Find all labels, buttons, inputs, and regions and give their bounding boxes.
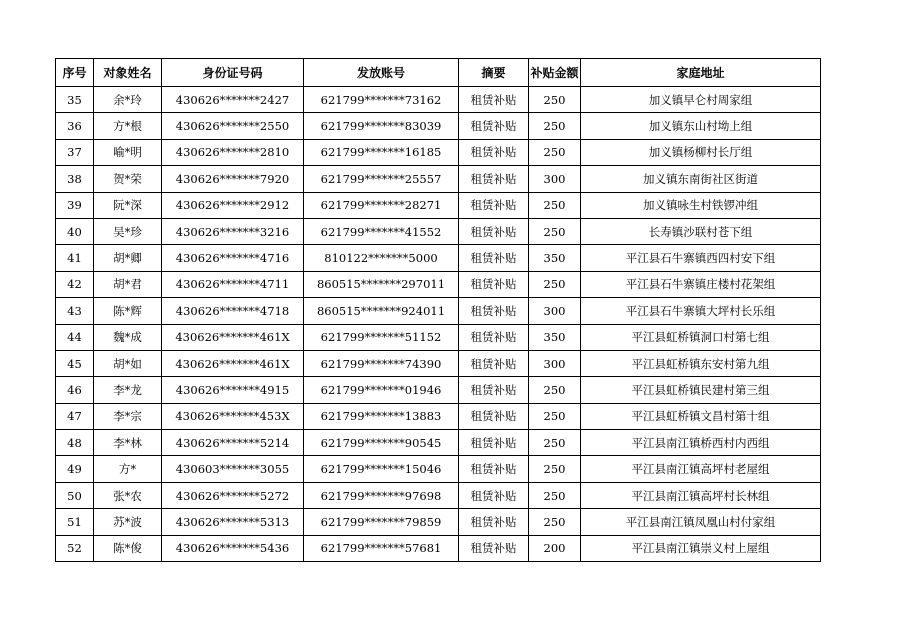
cell-index: 37 <box>56 139 94 165</box>
cell-id-number: 430626*******3216 <box>162 218 304 244</box>
header-address: 家庭地址 <box>581 59 821 87</box>
cell-summary: 租赁补贴 <box>459 245 529 271</box>
cell-account: 621799*******57681 <box>304 535 459 561</box>
cell-index: 43 <box>56 298 94 324</box>
cell-amount: 250 <box>529 139 581 165</box>
cell-name: 喻*明 <box>94 139 162 165</box>
cell-account: 621799*******13883 <box>304 403 459 429</box>
cell-id-number: 430626*******2810 <box>162 139 304 165</box>
cell-name: 陈*辉 <box>94 298 162 324</box>
cell-id-number: 430626*******5272 <box>162 482 304 508</box>
cell-amount: 350 <box>529 324 581 350</box>
cell-name: 李*林 <box>94 430 162 456</box>
cell-summary: 租赁补贴 <box>459 509 529 535</box>
header-amount: 补贴金额 <box>529 59 581 87</box>
cell-summary: 租赁补贴 <box>459 377 529 403</box>
cell-address: 平江县南江镇高坪村长林组 <box>581 482 821 508</box>
cell-index: 40 <box>56 218 94 244</box>
table-row <box>56 298 821 324</box>
cell-index: 45 <box>56 350 94 376</box>
table-row <box>56 113 821 139</box>
cell-amount: 300 <box>529 298 581 324</box>
cell-index: 41 <box>56 245 94 271</box>
cell-id-number: 430626*******5214 <box>162 430 304 456</box>
cell-name: 方*根 <box>94 113 162 139</box>
cell-amount: 250 <box>529 218 581 244</box>
table-row <box>56 192 821 218</box>
cell-name: 胡*卿 <box>94 245 162 271</box>
cell-summary: 租赁补贴 <box>459 218 529 244</box>
cell-name: 胡*君 <box>94 271 162 297</box>
cell-account: 621799*******15046 <box>304 456 459 482</box>
cell-id-number: 430626*******4718 <box>162 298 304 324</box>
cell-index: 46 <box>56 377 94 403</box>
cell-summary: 租赁补贴 <box>459 87 529 113</box>
cell-name: 魏*成 <box>94 324 162 350</box>
cell-amount: 250 <box>529 377 581 403</box>
cell-summary: 租赁补贴 <box>459 271 529 297</box>
cell-summary: 租赁补贴 <box>459 324 529 350</box>
cell-id-number: 430603*******3055 <box>162 456 304 482</box>
table-row <box>56 430 821 456</box>
cell-address: 平江县南江镇高坪村老屋组 <box>581 456 821 482</box>
cell-account: 621799*******41552 <box>304 218 459 244</box>
table-row <box>56 482 821 508</box>
cell-id-number: 430626*******2550 <box>162 113 304 139</box>
table-row <box>56 139 821 165</box>
cell-index: 35 <box>56 87 94 113</box>
table-row <box>56 166 821 192</box>
cell-account: 621799*******28271 <box>304 192 459 218</box>
cell-summary: 租赁补贴 <box>459 482 529 508</box>
cell-id-number: 430626*******461X <box>162 324 304 350</box>
cell-summary: 租赁补贴 <box>459 192 529 218</box>
cell-account: 621799*******74390 <box>304 350 459 376</box>
cell-amount: 250 <box>529 509 581 535</box>
header-row <box>56 59 821 87</box>
subsidy-table <box>55 58 821 562</box>
cell-address: 加义镇杨柳村长厅组 <box>581 139 821 165</box>
cell-index: 42 <box>56 271 94 297</box>
cell-summary: 租赁补贴 <box>459 113 529 139</box>
cell-index: 36 <box>56 113 94 139</box>
cell-id-number: 430626*******453X <box>162 403 304 429</box>
table-row <box>56 271 821 297</box>
header-name: 对象姓名 <box>94 59 162 87</box>
cell-account: 860515*******924011 <box>304 298 459 324</box>
cell-index: 52 <box>56 535 94 561</box>
table-row <box>56 87 821 113</box>
cell-summary: 租赁补贴 <box>459 166 529 192</box>
cell-account: 621799*******79859 <box>304 509 459 535</box>
cell-address: 平江县南江镇凤凰山村付家组 <box>581 509 821 535</box>
header-account: 发放账号 <box>304 59 459 87</box>
header-index: 序号 <box>56 59 94 87</box>
table-row <box>56 324 821 350</box>
cell-id-number: 430626*******5313 <box>162 509 304 535</box>
cell-name: 张*农 <box>94 482 162 508</box>
cell-amount: 350 <box>529 245 581 271</box>
cell-address: 平江县石牛寨镇大坪村长乐组 <box>581 298 821 324</box>
cell-amount: 250 <box>529 403 581 429</box>
cell-name: 阮*深 <box>94 192 162 218</box>
cell-summary: 租赁补贴 <box>459 298 529 324</box>
cell-id-number: 430626*******5436 <box>162 535 304 561</box>
table-row <box>56 245 821 271</box>
cell-index: 44 <box>56 324 94 350</box>
cell-id-number: 430626*******4915 <box>162 377 304 403</box>
cell-address: 平江县石牛寨镇西四村安下组 <box>581 245 821 271</box>
cell-amount: 250 <box>529 113 581 139</box>
cell-amount: 250 <box>529 271 581 297</box>
table-body <box>56 87 821 562</box>
cell-id-number: 430626*******2427 <box>162 87 304 113</box>
cell-id-number: 430626*******7920 <box>162 166 304 192</box>
cell-account: 621799*******83039 <box>304 113 459 139</box>
cell-amount: 250 <box>529 482 581 508</box>
cell-address: 平江县南江镇桥西村内西组 <box>581 430 821 456</box>
cell-account: 621799*******16185 <box>304 139 459 165</box>
cell-summary: 租赁补贴 <box>459 350 529 376</box>
cell-index: 47 <box>56 403 94 429</box>
cell-address: 加义镇咏生村铁锣冲组 <box>581 192 821 218</box>
cell-index: 49 <box>56 456 94 482</box>
cell-address: 加义镇早仑村周家组 <box>581 87 821 113</box>
cell-id-number: 430626*******461X <box>162 350 304 376</box>
cell-index: 51 <box>56 509 94 535</box>
cell-address: 平江县虹桥镇洞口村第七组 <box>581 324 821 350</box>
cell-amount: 300 <box>529 350 581 376</box>
cell-index: 39 <box>56 192 94 218</box>
header-id-number: 身份证号码 <box>162 59 304 87</box>
cell-amount: 300 <box>529 166 581 192</box>
cell-address: 平江县虹桥镇民建村第三组 <box>581 377 821 403</box>
cell-summary: 租赁补贴 <box>459 430 529 456</box>
cell-id-number: 430626*******2912 <box>162 192 304 218</box>
cell-name: 李*宗 <box>94 403 162 429</box>
cell-account: 621799*******25557 <box>304 166 459 192</box>
cell-amount: 250 <box>529 192 581 218</box>
cell-summary: 租赁补贴 <box>459 403 529 429</box>
cell-index: 48 <box>56 430 94 456</box>
cell-index: 38 <box>56 166 94 192</box>
cell-account: 621799*******90545 <box>304 430 459 456</box>
header-summary: 摘要 <box>459 59 529 87</box>
cell-account: 810122*******5000 <box>304 245 459 271</box>
cell-id-number: 430626*******4716 <box>162 245 304 271</box>
cell-address: 长寿镇沙联村苍下组 <box>581 218 821 244</box>
cell-account: 621799*******73162 <box>304 87 459 113</box>
cell-amount: 200 <box>529 535 581 561</box>
cell-name: 吴*珍 <box>94 218 162 244</box>
cell-address: 平江县石牛寨镇庄楼村花架组 <box>581 271 821 297</box>
cell-name: 陈*俊 <box>94 535 162 561</box>
cell-address: 平江县虹桥镇东安村第九组 <box>581 350 821 376</box>
table-row <box>56 403 821 429</box>
cell-amount: 250 <box>529 456 581 482</box>
cell-amount: 250 <box>529 430 581 456</box>
cell-address: 平江县虹桥镇文昌村第十组 <box>581 403 821 429</box>
table-row <box>56 509 821 535</box>
cell-name: 方* <box>94 456 162 482</box>
cell-summary: 租赁补贴 <box>459 139 529 165</box>
cell-account: 860515*******297011 <box>304 271 459 297</box>
cell-address: 加义镇东南街社区街道 <box>581 166 821 192</box>
cell-account: 621799*******01946 <box>304 377 459 403</box>
cell-name: 贺*荣 <box>94 166 162 192</box>
cell-name: 胡*如 <box>94 350 162 376</box>
cell-address: 加义镇东山村坳上组 <box>581 113 821 139</box>
table-row <box>56 350 821 376</box>
cell-name: 余*玲 <box>94 87 162 113</box>
cell-id-number: 430626*******4711 <box>162 271 304 297</box>
cell-name: 苏*波 <box>94 509 162 535</box>
cell-summary: 租赁补贴 <box>459 456 529 482</box>
cell-account: 621799*******51152 <box>304 324 459 350</box>
table-row <box>56 535 821 561</box>
cell-name: 李*龙 <box>94 377 162 403</box>
cell-index: 50 <box>56 482 94 508</box>
table-row <box>56 218 821 244</box>
cell-account: 621799*******97698 <box>304 482 459 508</box>
cell-summary: 租赁补贴 <box>459 535 529 561</box>
cell-address: 平江县南江镇崇义村上屋组 <box>581 535 821 561</box>
table-row <box>56 377 821 403</box>
cell-amount: 250 <box>529 87 581 113</box>
table-row <box>56 456 821 482</box>
